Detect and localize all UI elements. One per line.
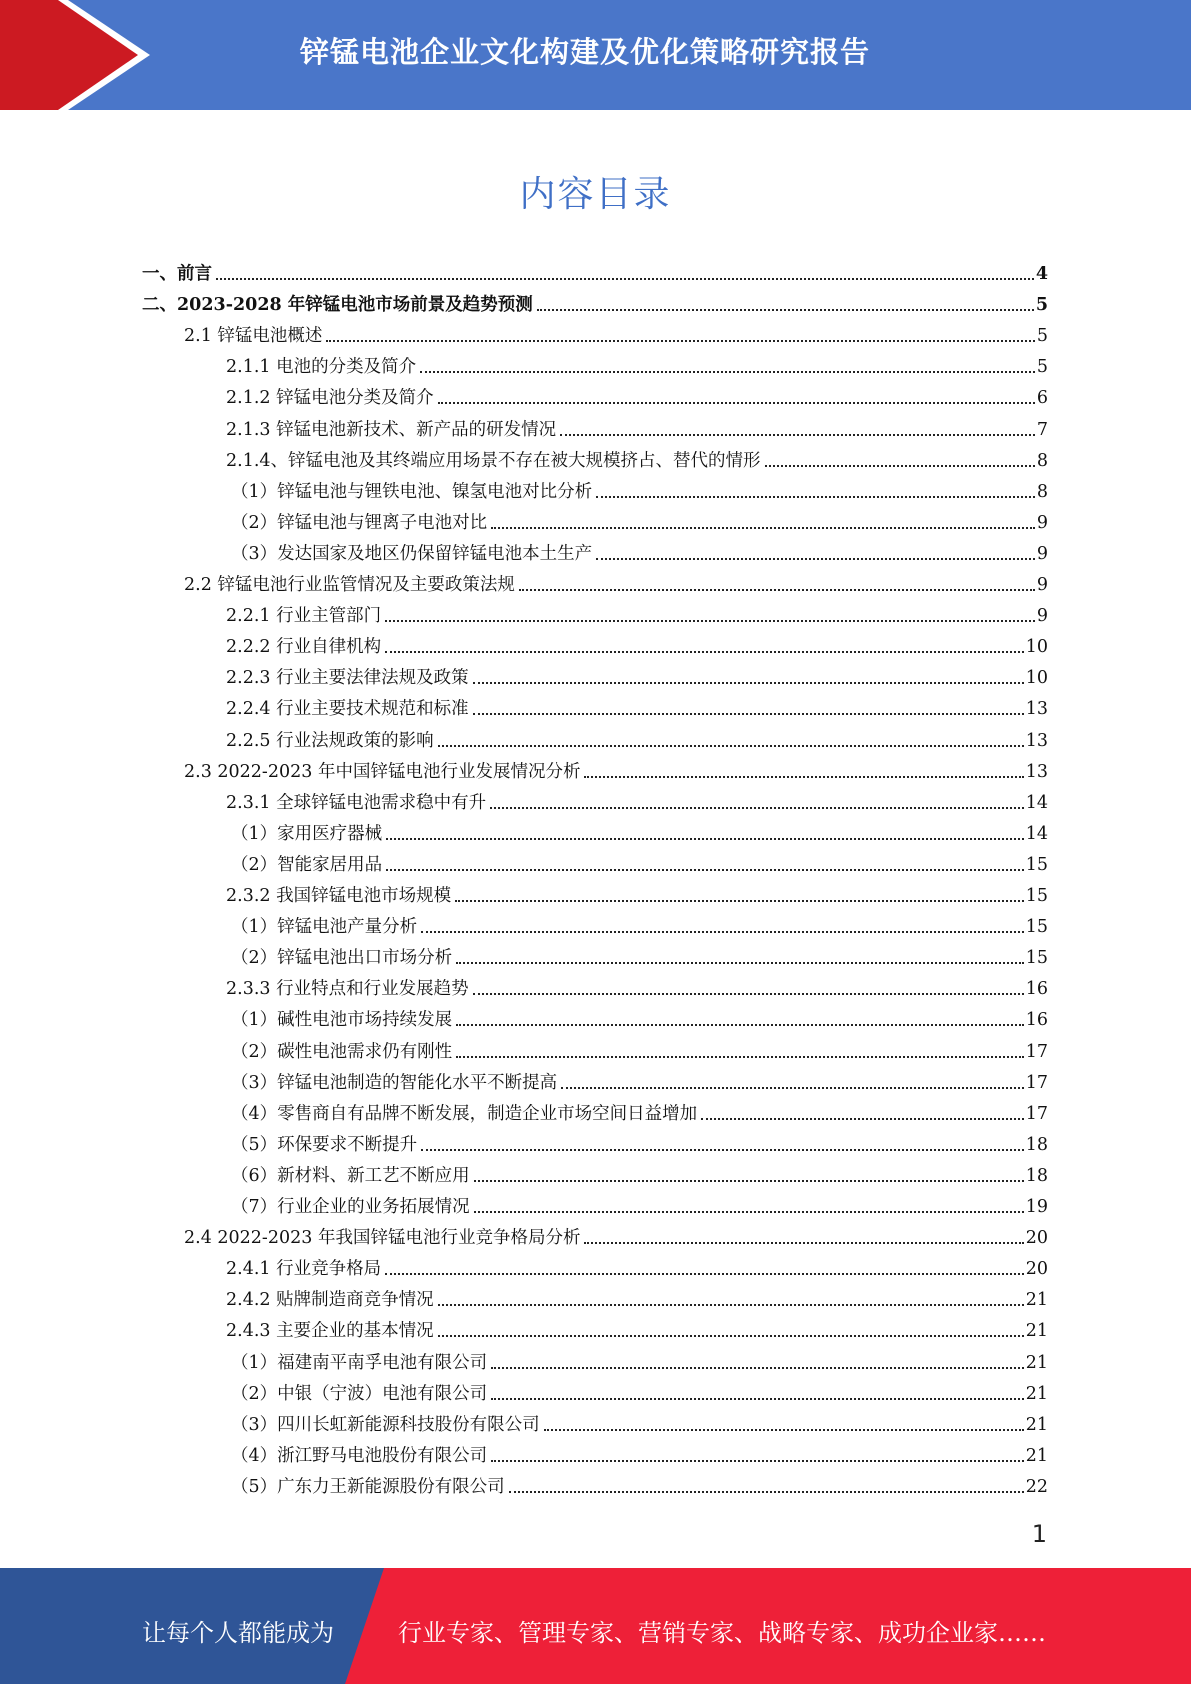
toc-leader-dots (473, 992, 1024, 995)
toc-entry[interactable] (231, 1436, 1048, 1467)
toc-entry[interactable] (226, 1249, 1048, 1280)
toc-entry[interactable] (226, 596, 1048, 627)
toc-entry-page: 14 (1025, 824, 1048, 844)
toc-entry[interactable] (231, 1405, 1048, 1436)
toc-leader-dots (519, 588, 1035, 591)
toc-leader-dots (491, 1459, 1024, 1462)
toc-entry-page: 10 (1025, 637, 1048, 657)
toc-entry-page: 16 (1025, 1010, 1048, 1030)
toc-leader-dots (560, 433, 1035, 436)
toc-entry[interactable] (226, 969, 1048, 1000)
toc-entry-page: 8 (1036, 451, 1048, 471)
page-number: 1 (1031, 1520, 1047, 1548)
toc-leader-dots (385, 619, 1035, 622)
toc-entry-page: 5 (1036, 326, 1048, 346)
toc-entry-page: 15 (1025, 948, 1048, 968)
toc-entry[interactable] (231, 1187, 1048, 1218)
toc-entry-text: （1）锌锰电池产量分析 (231, 917, 418, 937)
toc-entry[interactable] (231, 845, 1048, 876)
toc-entry-page: 15 (1025, 855, 1048, 875)
toc-entry-text: 一、前言 (142, 264, 212, 284)
toc-entry-text: 2.2.1 行业主管部门 (226, 606, 382, 626)
toc-entry[interactable] (226, 627, 1048, 658)
toc-entry-page: 21 (1025, 1290, 1048, 1310)
toc-leader-dots (491, 1366, 1024, 1369)
toc-entry-page: 9 (1036, 513, 1048, 533)
toc-leader-dots (561, 1086, 1024, 1089)
toc-entry-page: 21 (1025, 1415, 1048, 1435)
toc-leader-dots (701, 1117, 1024, 1120)
toc-entry[interactable] (231, 1343, 1048, 1374)
toc-entry-page: 13 (1025, 762, 1048, 782)
toc-leader-dots (421, 1148, 1024, 1151)
toc-entry-text: 2.4.2 贴牌制造商竞争情况 (226, 1290, 434, 1310)
toc-leader-dots (326, 339, 1034, 342)
toc-entry-text: 2.1.3 锌锰电池新技术、新产品的研发情况 (226, 420, 557, 440)
toc-entry[interactable] (231, 1467, 1048, 1498)
toc-entry[interactable] (231, 1094, 1048, 1125)
toc-entry[interactable] (231, 938, 1048, 969)
toc-entry[interactable] (231, 534, 1048, 565)
toc-entry[interactable] (231, 1032, 1048, 1063)
toc-entry-text: 2.3.2 我国锌锰电池市场规模 (226, 886, 452, 906)
toc-entry[interactable] (231, 503, 1048, 534)
toc-entry-page: 13 (1025, 699, 1048, 719)
toc-entry-text: （3）锌锰电池制造的智能化水平不断提高 (231, 1073, 558, 1093)
toc-entry-page: 21 (1025, 1384, 1048, 1404)
footer-banner (0, 1568, 1191, 1684)
toc-entry-page: 14 (1025, 793, 1048, 813)
toc-entry-page: 9 (1036, 575, 1048, 595)
toc-entry-text: （2）碳性电池需求仍有刚性 (231, 1042, 453, 1062)
toc-leader-dots (456, 961, 1024, 964)
toc-entry-page: 13 (1025, 731, 1048, 751)
toc-leader-dots (438, 401, 1035, 404)
toc-entry-text: 2.4.1 行业竞争格局 (226, 1259, 382, 1279)
toc-leader-dots (474, 1210, 1024, 1213)
toc-entry[interactable] (231, 1063, 1048, 1094)
toc-entry[interactable] (184, 1218, 1048, 1249)
toc-entry[interactable] (184, 565, 1048, 596)
toc-entry-text: （2）中银（宁波）电池有限公司 (231, 1384, 488, 1404)
toc-entry-page: 5 (1035, 295, 1048, 315)
toc-entry-page: 10 (1025, 668, 1048, 688)
toc-leader-dots (584, 775, 1023, 778)
toc-entry[interactable] (226, 783, 1048, 814)
toc-entry-text: （2）锌锰电池出口市场分析 (231, 948, 453, 968)
toc-leader-dots (596, 495, 1035, 498)
toc-leader-dots (456, 1023, 1024, 1026)
toc-entry[interactable] (226, 347, 1048, 378)
toc-entry[interactable] (231, 907, 1048, 938)
toc-entry-text: （1）锌锰电池与锂铁电池、镍氢电池对比分析 (231, 482, 593, 502)
toc-entry-page: 20 (1025, 1228, 1048, 1248)
toc-entry[interactable] (184, 752, 1048, 783)
toc-heading: 内容目录 (519, 174, 672, 215)
toc-entry-page: 15 (1025, 886, 1048, 906)
footer-slogan-left: 让每个人都能成为 (142, 1619, 334, 1647)
toc-entry[interactable] (226, 876, 1048, 907)
toc-entry-text: 2.3.1 全球锌锰电池需求稳中有升 (226, 793, 487, 813)
toc-entry-page: 17 (1025, 1073, 1048, 1093)
toc-leader-dots (385, 650, 1024, 653)
toc-leader-dots (456, 1055, 1024, 1058)
toc-entry-page: 6 (1036, 388, 1048, 408)
toc-leader-dots (216, 277, 1034, 280)
toc-entry-page: 16 (1025, 979, 1048, 999)
toc-leader-dots (385, 1272, 1024, 1275)
toc-leader-dots (765, 464, 1035, 467)
toc-entry[interactable] (142, 285, 1048, 316)
toc-entry-text: （4）零售商自有品牌不断发展，制造企业市场空间日益增加 (231, 1104, 698, 1124)
toc-entry-text: （6）新材料、新工艺不断应用 (231, 1166, 470, 1186)
toc-entry-text: 2.2.5 行业法规政策的影响 (226, 731, 434, 751)
toc-entry[interactable] (231, 1156, 1048, 1187)
toc-entry[interactable] (184, 316, 1048, 347)
toc-entry-text: （1）碱性电池市场持续发展 (231, 1010, 453, 1030)
toc-leader-dots (438, 1334, 1024, 1337)
toc-entry-text: 2.1.2 锌锰电池分类及简介 (226, 388, 434, 408)
toc-entry-page: 5 (1036, 357, 1048, 377)
toc-entry-text: （7）行业企业的业务拓展情况 (231, 1197, 470, 1217)
toc-entry-page: 21 (1025, 1446, 1048, 1466)
toc-entry-text: 2.1.1 电池的分类及简介 (226, 357, 417, 377)
toc-entry[interactable] (226, 1311, 1048, 1342)
toc-entry-text: （5）广东力王新能源股份有限公司 (231, 1477, 505, 1497)
toc-entry-text: 2.1 锌锰电池概述 (184, 326, 323, 346)
toc-entry-text: （1）家用医疗器械 (231, 824, 383, 844)
toc-leader-dots (473, 712, 1024, 715)
chevron-decoration-icon (0, 0, 160, 110)
toc-entry-page: 19 (1025, 1197, 1048, 1217)
report-title: 锌锰电池企业文化构建及优化策略研究报告 (300, 35, 871, 69)
toc-entry-text: （5）环保要求不断提升 (231, 1135, 418, 1155)
toc-entry-page: 15 (1025, 917, 1048, 937)
toc-entry[interactable] (226, 689, 1048, 720)
toc-entry[interactable] (226, 378, 1048, 409)
toc-entry-text: 2.4.3 主要企业的基本情况 (226, 1321, 434, 1341)
toc-entry-text: 2.2.4 行业主要技术规范和标准 (226, 699, 469, 719)
toc-leader-dots (438, 1303, 1024, 1306)
toc-entry-text: 2.2.2 行业自律机构 (226, 637, 382, 657)
toc-entry-page: 20 (1025, 1259, 1048, 1279)
toc-entry-page: 21 (1025, 1353, 1048, 1373)
toc-entry[interactable] (226, 658, 1048, 689)
toc-entry-text: （3）四川长虹新能源科技股份有限公司 (231, 1415, 540, 1435)
toc-entry-page: 9 (1036, 544, 1048, 564)
toc-entry-text: （3）发达国家及地区仍保留锌锰电池本土生产 (231, 544, 593, 564)
toc-entry-page: 17 (1025, 1042, 1048, 1062)
toc-entry-text: 2.4 2022-2023 年我国锌锰电池行业竞争格局分析 (184, 1228, 581, 1248)
toc-entry-page: 18 (1025, 1166, 1048, 1186)
toc-entry-text: 2.3.3 行业特点和行业发展趋势 (226, 979, 469, 999)
toc-leader-dots (537, 308, 1034, 311)
toc-leader-dots (491, 1397, 1024, 1400)
toc-leader-dots (584, 1241, 1023, 1244)
toc-entry-text: 二、2023-2028 年锌锰电池市场前景及趋势预测 (142, 295, 533, 315)
footer-slogan-right: 行业专家、管理专家、营销专家、战略专家、成功企业家…… (398, 1619, 1046, 1647)
toc-entry-text: 2.2 锌锰电池行业监管情况及主要政策法规 (184, 575, 515, 595)
toc-leader-dots (455, 899, 1024, 902)
toc-entry-text: 2.3 2022-2023 年中国锌锰电池行业发展情况分析 (184, 762, 581, 782)
toc-leader-dots (491, 526, 1035, 529)
toc-entry[interactable] (226, 721, 1048, 752)
toc-entry-page: 4 (1035, 264, 1048, 284)
toc-entry-text: 2.1.4、锌锰电池及其终端应用场景不存在被大规模挤占、替代的情形 (226, 451, 761, 471)
toc-entry-text: （1）福建南平南孚电池有限公司 (231, 1353, 488, 1373)
toc-entry-text: （2）锌锰电池与锂离子电池对比 (231, 513, 488, 533)
toc-entry-page: 7 (1036, 420, 1048, 440)
toc-entry-page: 18 (1025, 1135, 1048, 1155)
toc-leader-dots (420, 370, 1035, 373)
toc-entry[interactable] (226, 1280, 1048, 1311)
toc-entry-text: （2）智能家居用品 (231, 855, 383, 875)
toc-entry[interactable] (142, 254, 1048, 285)
toc-entry-page: 8 (1036, 482, 1048, 502)
toc-leader-dots (386, 868, 1024, 871)
toc-entry[interactable] (231, 472, 1048, 503)
toc-leader-dots (473, 681, 1024, 684)
toc-entry-text: 2.2.3 行业主要法律法规及政策 (226, 668, 469, 688)
toc-leader-dots (421, 930, 1024, 933)
toc-entry[interactable] (231, 814, 1048, 845)
toc-leader-dots (474, 1179, 1024, 1182)
toc-entry-page: 22 (1025, 1477, 1048, 1497)
toc-entry-page: 17 (1025, 1104, 1048, 1124)
toc-leader-dots (438, 744, 1024, 747)
toc-entry[interactable] (231, 1125, 1048, 1156)
toc-entry-page: 9 (1036, 606, 1048, 626)
toc-leader-dots (544, 1428, 1024, 1431)
toc-entry[interactable] (226, 410, 1048, 441)
toc-leader-dots (490, 806, 1024, 809)
toc-entry-page: 21 (1025, 1321, 1048, 1341)
toc-entry-text: （4）浙江野马电池股份有限公司 (231, 1446, 488, 1466)
toc-entry[interactable] (226, 441, 1048, 472)
toc-leader-dots (386, 837, 1024, 840)
toc-leader-dots (509, 1490, 1024, 1493)
header-banner (0, 0, 1191, 110)
toc-entry[interactable] (231, 1374, 1048, 1405)
toc-leader-dots (596, 557, 1035, 560)
toc-entry[interactable] (231, 1000, 1048, 1031)
